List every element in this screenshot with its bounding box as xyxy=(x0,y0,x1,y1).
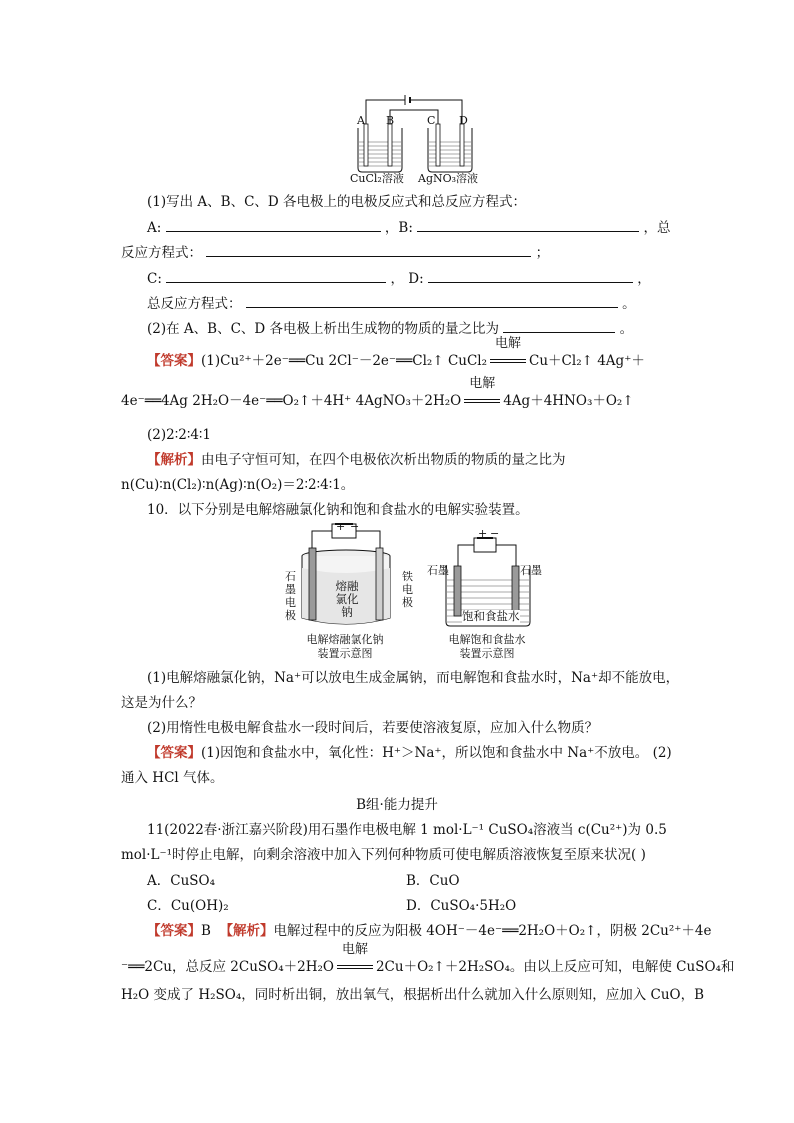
electrode-label-b: B xyxy=(386,114,395,127)
q9-part2: (2)在 A、B、C、D 各电极上析出生成物的物质的量之比为 。 xyxy=(147,318,633,339)
analysis-tag: 【解析】 xyxy=(219,923,274,939)
answer-blank-ratio[interactable] xyxy=(503,318,615,333)
electrode-label-c: C xyxy=(427,114,436,127)
q9-answer-line2: 4e⁻══4Ag 2H₂O－4e⁻══O₂↑＋4H⁺ 4AgNO₃＋2H₂O 电解 4Ag＋4HNO₃＋O₂↑ xyxy=(121,376,634,409)
label-iron-electrode: 铁电极 xyxy=(402,570,413,609)
q10-answer-line1: 【答案】(1)因饱和食盐水中，氧化性：H⁺＞Na⁺，所以饱和食盐水中 Na⁺不放电。 (2) xyxy=(147,745,672,761)
label-molten-nacl: 熔融氯化钠 xyxy=(335,579,359,619)
q9-line-total1: 反应方程式： ； xyxy=(121,242,549,263)
caption-agno3: AgNO₃溶液 xyxy=(418,172,479,185)
label-brine: 饱和食盐水 xyxy=(462,609,520,623)
answer-tag: 【答案】 xyxy=(147,353,201,369)
minus-sign-2: − xyxy=(490,527,500,540)
q11-stem-line1: 11(2022春·浙江嘉兴阶段)用石墨作电极电解 1 mol·L⁻¹ CuSO₄溶液当 c(Cu²⁺)为 0.5 xyxy=(147,822,667,838)
q11-answer-line2: ⁻══2Cu，总反应 2CuSO₄＋2H₂O 电解 2Cu＋O₂↑＋2H₂SO₄。由以上反应可知，电解使 CuSO₄和 xyxy=(121,942,735,975)
q10-part2: (2)用惰性电极电解食盐水一段时间后，若要使溶液复原，应加入什么物质？ xyxy=(147,720,599,736)
answer-blank-c[interactable] xyxy=(166,268,386,283)
q10-stem: 10．以下分别是电解熔融氯化钠和饱和食盐水的电解实验装置。 xyxy=(147,502,529,518)
q9-analysis-line2: n(Cu)∶n(Cl₂)∶n(Ag)∶n(O₂)＝2∶2∶4∶1。 xyxy=(121,477,355,493)
plus-sign-2: + xyxy=(478,527,488,540)
answer-blank-total2[interactable] xyxy=(246,293,618,308)
q11-option-a[interactable]: A．CuSO₄ xyxy=(147,873,216,889)
caption-brine-line1: 电解饱和食盐水 xyxy=(448,633,526,646)
analysis-tag: 【解析】 xyxy=(147,452,201,468)
q11-option-d[interactable]: D．CuSO₄·5H₂O xyxy=(406,898,517,914)
q9-line-ab: A: ，B: ，总 xyxy=(147,217,670,238)
electrolysis-condition: 电解 xyxy=(464,391,500,405)
answer-blank-b[interactable] xyxy=(417,217,639,232)
caption-cucl2: CuCl₂溶液 xyxy=(350,172,404,185)
q10-part1: (1)电解熔融氯化钠，Na⁺可以放电生成金属钠，而电解饱和食盐水时，Na⁺却不能放电， xyxy=(147,670,680,686)
q11-option-c[interactable]: C．Cu(OH)₂ xyxy=(147,898,229,914)
label-graphite-left: 石墨 xyxy=(427,564,449,577)
caption-brine-line2: 装置示意图 xyxy=(459,647,515,660)
q9-analysis-line1: 【解析】由电子守恒可知，在四个电极依次析出物质的物质的量之比为 xyxy=(147,452,566,468)
answer-blank-total1[interactable] xyxy=(206,242,531,257)
electrode-label-a: A xyxy=(357,114,365,127)
section-b-heading: B组·能力提升 xyxy=(356,797,438,813)
q9-part1: (1)写出 A、B、C、D 各电极上的电极反应式和总反应方程式： xyxy=(147,194,527,210)
q11-stem-line2: mol·L⁻¹时停止电解，向剩余溶液中加入下列何种物质可使电解质溶液恢复至原来状况( ) xyxy=(121,847,646,863)
label-graphite-right: 石墨 xyxy=(520,564,542,577)
q9-answer-line1: 【答案】(1)Cu²⁺＋2e⁻══Cu 2Cl⁻－2e⁻══Cl₂↑ CuCl₂ 电解 Cu＋Cl₂↑ 4Ag⁺＋ xyxy=(147,336,645,369)
caption-molten-line2: 装置示意图 xyxy=(317,647,373,660)
q9-line-total2: 总反应方程式： 。 xyxy=(147,293,636,314)
q11-answer-line1: 【答案】B 【解析】电解过程中的反应为阳极 4OH⁻－4e⁻══2H₂O＋O₂↑，阴极 2Cu²⁺＋4e xyxy=(147,923,712,939)
q9-line-cd: C: ， D: ， xyxy=(147,268,651,289)
answer-tag: 【答案】 xyxy=(147,745,201,761)
q11-answer-line3: H₂O 变成了 H₂SO₄，同时析出铜，放出氧气，根据析出什么就加入什么原则知，应加入 CuO，B xyxy=(121,987,705,1003)
q11-option-b[interactable]: B．CuO xyxy=(406,873,460,889)
electrolysis-condition: 电解 xyxy=(337,957,373,971)
minus-sign-1: − xyxy=(350,520,360,533)
electrode-label-d: D xyxy=(459,114,468,127)
answer-tag: 【答案】 xyxy=(147,923,201,939)
caption-molten-line1: 电解熔融氯化钠 xyxy=(306,633,384,646)
answer-blank-a[interactable] xyxy=(166,217,381,232)
q10-answer-line2: 通入 HCl 气体。 xyxy=(121,770,224,786)
q10-part1-cont: 这是为什么？ xyxy=(121,695,202,711)
plus-sign-1: + xyxy=(336,520,346,533)
electrolysis-condition: 电解 xyxy=(490,351,526,365)
q9-answer-line3: (2)2∶2∶4∶1 xyxy=(147,427,212,443)
label-graphite-electrode: 石墨电极 xyxy=(285,570,296,622)
answer-blank-d[interactable] xyxy=(428,268,633,283)
